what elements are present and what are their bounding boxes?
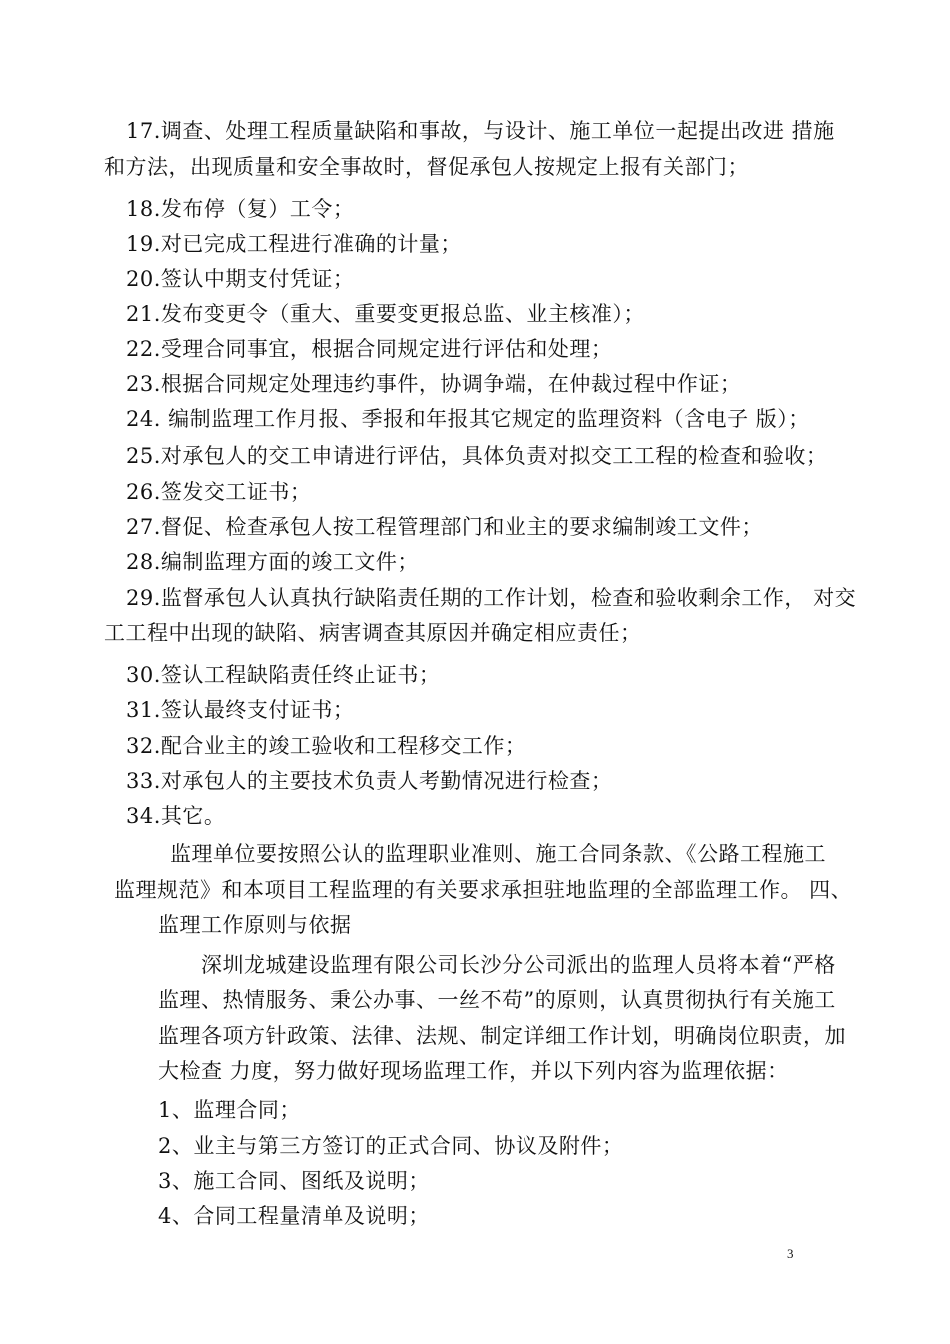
basis-item-4: 4、合同工程量清单及说明； (158, 1204, 430, 1228)
list-item-17-line-2: 和方法，出现质量和安全事故时，督促承包人按规定上报有关部门； (104, 155, 749, 179)
basis-item-3: 3、施工合同、图纸及说明； (158, 1169, 430, 1193)
list-item-19: 19.对已完成工程进行准确的计量； (126, 232, 462, 256)
list-item-29-line-1: 29.监督承包人认真执行缺陷责任期的工作计划，检查和验收剩余工作， 对交 (126, 586, 857, 610)
list-item-22: 22.受理合同事宜，根据合同规定进行评估和处理； (126, 337, 613, 361)
list-item-33: 33.对承包人的主要技术负责人考勤情况进行检查； (126, 769, 613, 793)
paragraph-2-line-4: 大检查 力度，努力做好现场监理工作，并以下列内容为监理依据： (158, 1059, 789, 1083)
list-item-30: 30.签认工程缺陷责任终止证书； (126, 663, 441, 687)
paragraph-2-line-3: 监理各项方针政策、法律、法规、制定详细工作计划，明确岗位职责，加 (158, 1024, 846, 1048)
list-item-21: 21.发布变更令（重大、重要变更报总监、业主核准）； (126, 302, 645, 326)
list-item-32: 32.配合业主的竣工验收和工程移交工作； (126, 734, 527, 758)
paragraph-1-line-2: 监理规范》和本项目工程监理的有关要求承担驻地监理的全部监理工作。 四、 (114, 878, 853, 902)
list-item-20: 20.签认中期支付凭证； (126, 267, 355, 291)
paragraph-2-line-2: 监理、热情服务、秉公办事、一丝不苟”的原则，认真贯彻执行有关施工 (158, 988, 836, 1012)
list-item-29-line-2: 工工程中出现的缺陷、病害调查其原因并确定相应责任； (104, 621, 642, 645)
list-item-23: 23.根据合同规定处理违约事件，协调争端，在仲裁过程中作证； (126, 372, 742, 396)
section-heading: 监理工作原则与依据 (158, 913, 352, 937)
list-item-17-line-1: 17.调查、处理工程质量缺陷和事故，与设计、施工单位一起提出改进 措施 (126, 119, 835, 143)
page-number: 3 (787, 1246, 794, 1261)
basis-item-1: 1、监理合同； (158, 1098, 301, 1122)
paragraph-2-line-1: 深圳龙城建设监理有限公司长沙分公司派出的监理人员将本着“严格 (201, 953, 836, 977)
list-item-24: 24. 编制监理工作月报、季报和年报其它规定的监理资料（含电子 版）； (126, 407, 810, 431)
paragraph-1-line-1: 监理单位要按照公认的监理职业准则、施工合同条款、《公路工程施工 (170, 842, 826, 866)
list-item-26: 26.签发交工证书； (126, 480, 312, 504)
list-item-18: 18.发布停（复）工令； (126, 197, 355, 221)
list-item-31: 31.签认最终支付证书； (126, 698, 355, 722)
list-item-28: 28.编制监理方面的竣工文件； (126, 550, 419, 574)
list-item-25: 25.对承包人的交工申请进行评估，具体负责对拟交工工程的检查和验收； (126, 444, 828, 468)
list-item-34: 34.其它。 (126, 804, 226, 828)
basis-item-2: 2、业主与第三方签订的正式合同、协议及附件； (158, 1134, 624, 1158)
list-item-27: 27.督促、检查承包人按工程管理部门和业主的要求编制竣工文件； (126, 515, 763, 539)
